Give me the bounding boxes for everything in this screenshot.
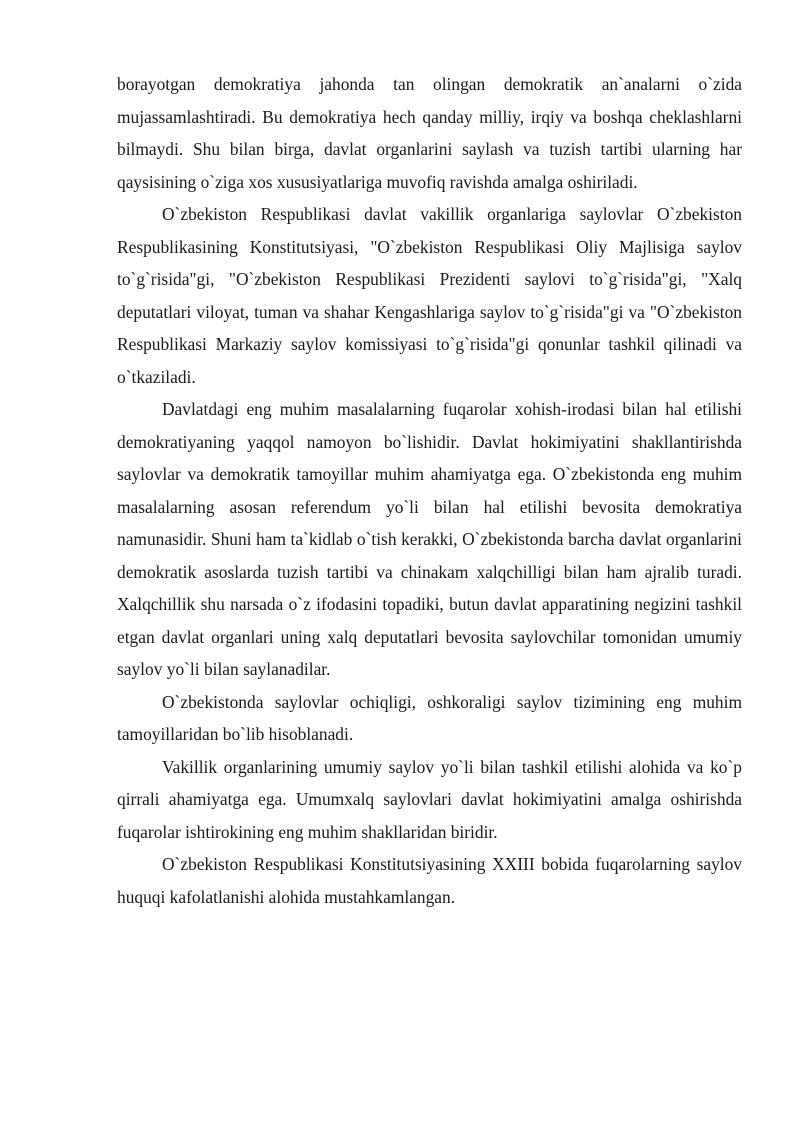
paragraph-representative-organs: Vakillik organlarining umumiy saylov yo`li bilan tashkil etilishi alohida va ko`p qirrali ahamiyatga ega. Umumxalq saylovlari davlat hokimiyatini amalga oshirishda fuqarolar ishtirokining eng muhim shakllaridan biridir.: [117, 756, 742, 842]
paragraph-constitution-chapter: O`zbekiston Respublikasi Konstitutsiyasining XXIII bobida fuqarolarning saylov huquqi kafolatlanishi alohida mustahkamlangan.: [117, 854, 742, 907]
paragraph-openness: O`zbekistonda saylovlar ochiqligi, oshkoraligi saylov tizimining eng muhim tamoyillaridan bo`lib hisoblanadi.: [117, 691, 742, 744]
paragraph-democracy-principles: Davlatdagi eng muhim masalalarning fuqarolar xohish-irodasi bilan hal etilishi demokratiyaning yaqqol namoyon bo`lishidir. Davlat hokimiyatini shakllantirishda saylovlar va demokratik tamoyillar muhim ahamiyatga ega. O`zbekistonda eng muhim masalalarning asosan referendum yo`li bilan hal etilishi bevosita demokratiya namunasidir. Shuni ham ta`kidlab o`tish kerakki, O`zbekistonda barcha davlat organlarini demokratik asoslarda tuzish tartibi va chinakam xalqchilligi bilan ham ajralib turadi. Xalqchillik shu narsada o`z ifodasini topadiki, butun davlat apparatining negizini tashkil etgan davlat organlari uning xalq deputatlari bevosita saylovchilar tomonidan umumiy saylov yo`li bilan saylanadilar.: [117, 399, 742, 679]
paragraph-continuation: borayotgan demokratiya jahonda tan olingan demokratik an`analarni o`zida mujassamlashtiradi. Bu demokratiya hech qanday milliy, irqiy va boshqa cheklashlarni bilmaydi. Shu bilan birga, davlat organlarini saylash va tuzish tartibi ularning har qaysisining o`ziga xos xususiyatlariga muvofiq ravishda amalga oshiriladi.: [117, 74, 742, 192]
paragraph-electoral-laws: O`zbekiston Respublikasi davlat vakillik organlariga saylovlar O`zbekiston Respublikasining Konstitutsiyasi, "O`zbekiston Respublikasi Oliy Majlisiga saylov to`g`risida"gi, "O`zbekiston Respublikasi Prezidenti saylovi to`g`risida"gi, "Xalq deputatlari viloyat, tuman va shahar Kengashlariga saylov to`g`risida"gi va "O`zbekiston Respublikasi Markaziy saylov komissiyasi to`g`risida"gi qonunlar tashkil qilinadi va o`tkaziladi.: [117, 204, 742, 387]
document-page: [117, 68, 742, 913]
